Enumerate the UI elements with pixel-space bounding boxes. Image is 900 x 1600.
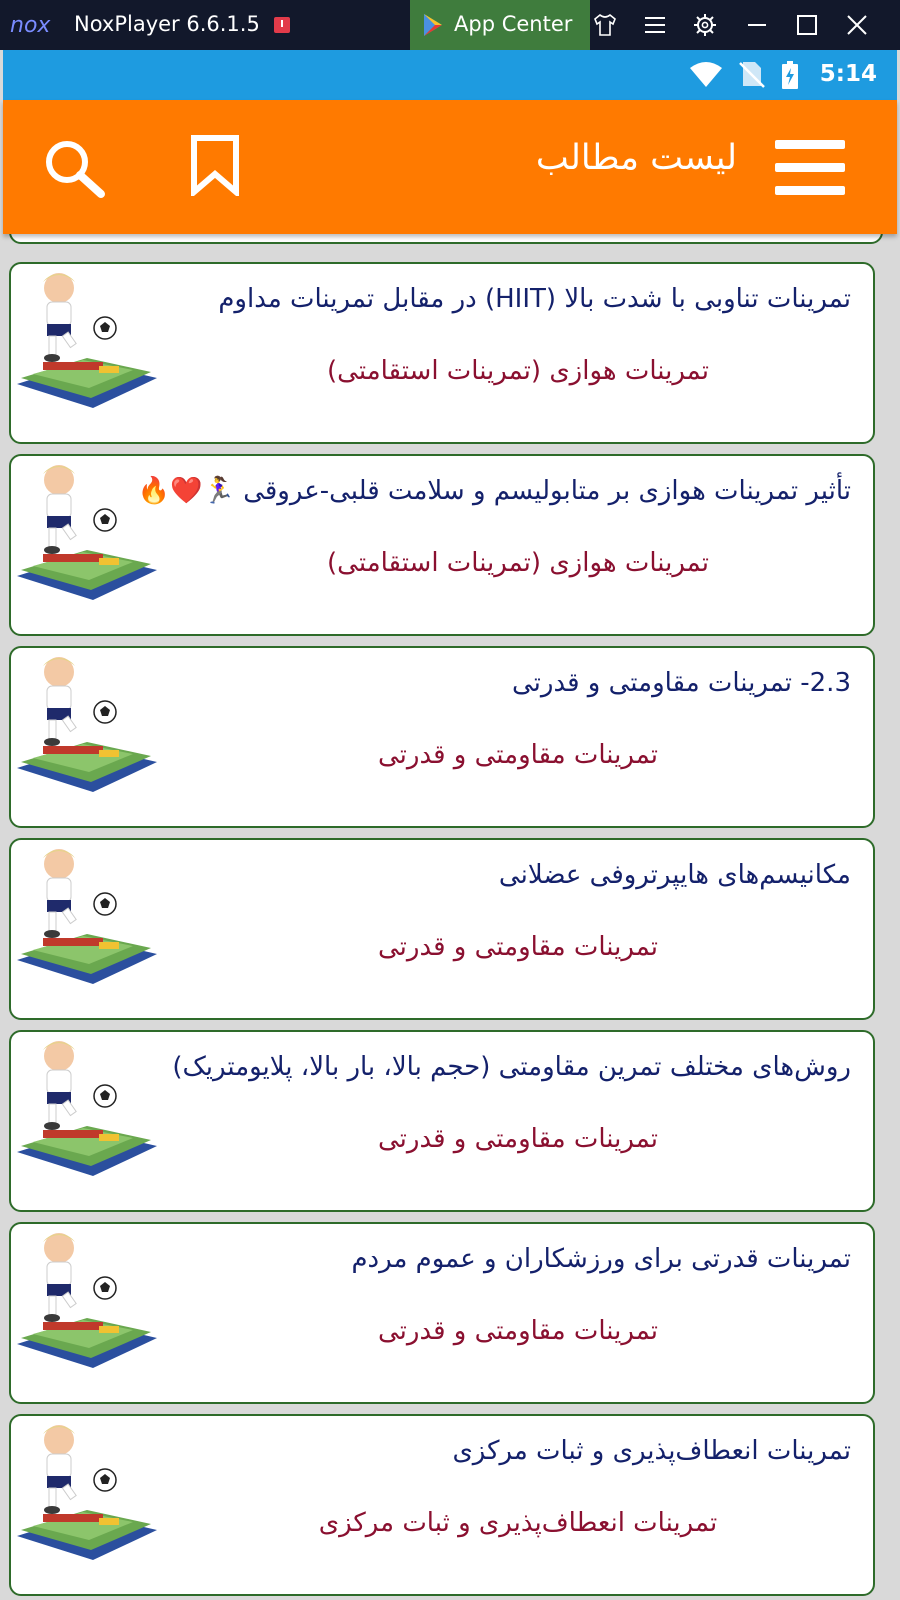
app-center-label: App Center [454,12,573,36]
article-title: روش‌های مختلف تمرین مقاومتی (حجم بالا، بار بالا، پلایومتریک) [172,1052,851,1082]
article-title: مکانیسم‌های هایپرتروفی عضلانی [498,860,851,890]
nox-logo-icon [10,13,68,37]
settings-gear-icon[interactable] [692,12,718,38]
article-list-item[interactable] [9,838,875,1020]
page-title: لیست مطالب [535,138,737,178]
minimize-icon[interactable] [744,12,770,38]
article-list[interactable] [3,234,897,1600]
theme-shirt-icon[interactable] [592,12,618,38]
article-title: تأثیر تمرینات هوازی بر متابولیسم و سلامت قلبی-عروقی 🏃‍♀️❤️🔥 [137,476,851,506]
android-status-bar [3,50,897,100]
clock: 5:14 [819,61,877,87]
article-title: تمرینات انعطاف‌پذیری و ثبات مرکزی [452,1436,851,1466]
article-category: تمرینات هوازی (تمرینات استقامتی) [327,356,709,386]
article-list-item[interactable] [9,646,875,828]
app-bar [3,100,897,234]
menu-lines-icon[interactable] [642,12,668,38]
article-category: تمرینات مقاومتی و قدرتی [378,740,658,770]
svg-text:nox: nox [10,13,51,37]
no-sim-icon [739,60,765,88]
article-list-item[interactable] [9,1414,875,1596]
partial-list-item[interactable] [9,234,883,244]
article-category: تمرینات مقاومتی و قدرتی [378,1316,658,1346]
battery-charging-icon [779,60,801,90]
app-center-button[interactable] [410,0,590,50]
article-list-item[interactable] [9,1030,875,1212]
app-name: NoxPlayer 6.6.1.5 [74,12,260,36]
article-title: تمرینات تناوبی با شدت بالا (HIIT) در مقابل تمرینات مداوم [218,284,851,314]
hamburger-menu-icon[interactable] [775,140,845,196]
close-icon[interactable] [844,12,870,38]
emulator-title-bar [0,0,900,50]
search-icon[interactable] [41,138,107,198]
article-list-item[interactable] [9,1222,875,1404]
article-category: تمرینات مقاومتی و قدرتی [378,932,658,962]
article-title: 2.3- تمرینات مقاومتی و قدرتی [512,668,851,698]
alert-icon[interactable] [274,17,290,33]
article-category: تمرینات هوازی (تمرینات استقامتی) [327,548,709,578]
article-list-item[interactable] [9,262,875,444]
article-list-item[interactable] [9,454,875,636]
article-category: تمرینات انعطاف‌پذیری و ثبات مرکزی [318,1508,718,1538]
maximize-icon[interactable] [794,12,820,38]
bookmark-icon[interactable] [189,134,241,196]
play-store-icon [422,13,444,37]
article-title: تمرینات قدرتی برای ورزشکاران و عموم مردم [351,1244,851,1274]
wifi-icon [689,60,723,88]
article-category: تمرینات مقاومتی و قدرتی [378,1124,658,1154]
